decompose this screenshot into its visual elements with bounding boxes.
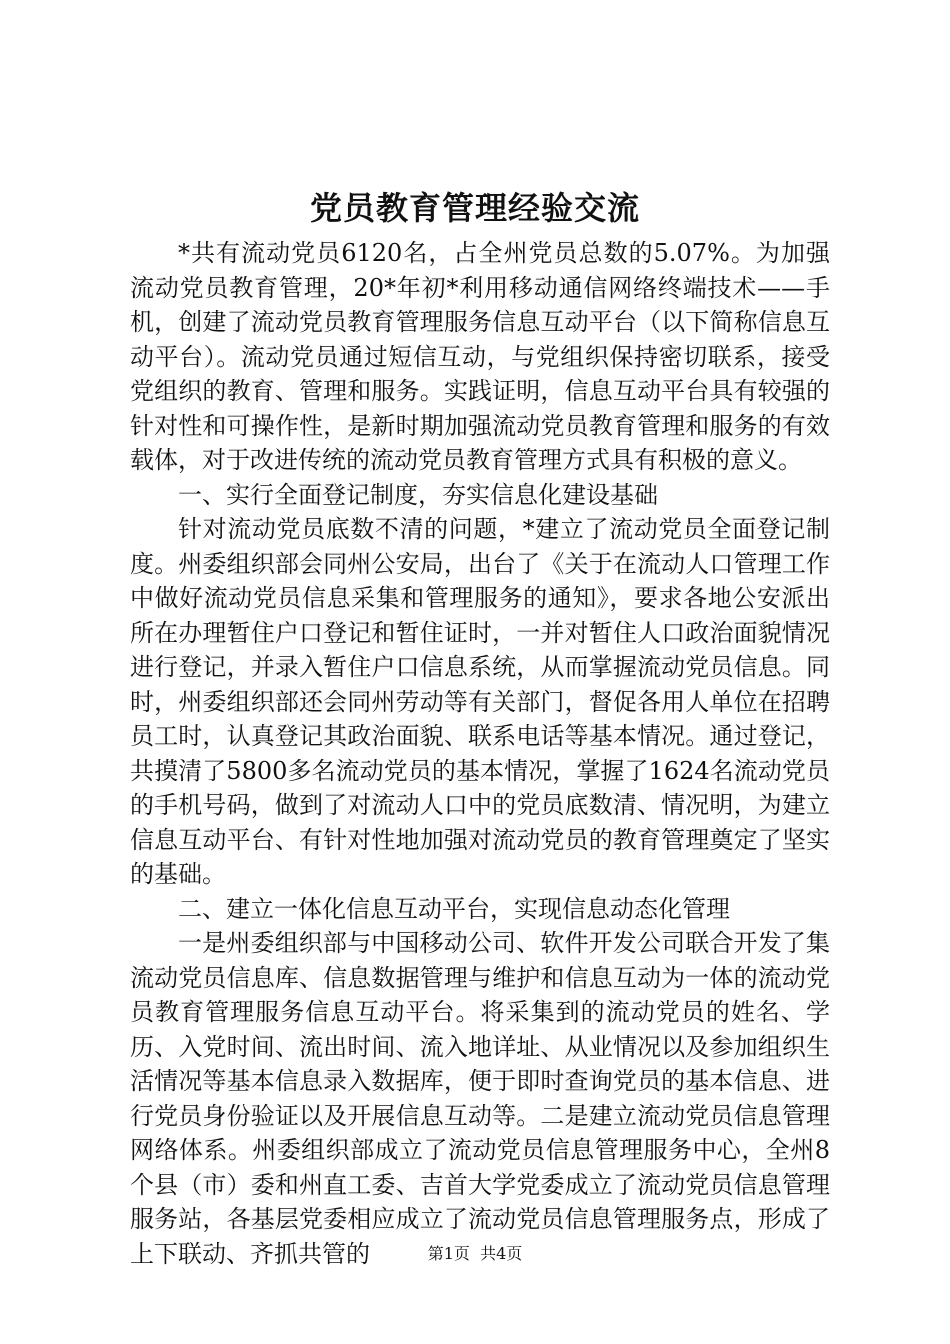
section-heading-2: 二、建立一体化信息互动平台，实现信息动态化管理 [178,894,730,923]
page-number: 第1页 [427,1244,470,1263]
section-heading-1: 一、实行全面登记制度，夯实信息化建设基础 [178,480,658,509]
page-total: 共4页 [480,1244,523,1263]
section-2-paragraph: 一是州委组织部与中国移动公司、软件开发公司联合开发了集流动党员信息库、信息数据管理与维护和信息互动为一体的流动党员教育管理服务信息互动平台。将采集到的流动党员的姓名、学历、入党时间、流出时间、流入地详址、从业情况以及参加组织生活情况等基本信息录入数据库，便于即时查询党员的基本信息、进行党员身份验证以及开展信息互动等。二是建立流动党员信息管理网络体系。州委组织部成立了流动党员信息管理服务中心，全州8个县（市）委和州直工委、吉首大学党委成立了流动党员信息管理服务站，各基层党委相应成立了流动党员信息管理服务点，形成了上下联动、齐抓共管的 [130,929,830,1268]
intro-paragraph: *共有流动党员6120名，占全州党员总数的5.07%。为加强流动党员教育管理，20*年初*利用移动通信网络终端技术——手机，创建了流动党员教育管理服务信息互动平台（以下简称信息互动平台）。流动党员通过短信互动，与党组织保持密切联系，接受党组织的教育、管理和服务。实践证明，信息互动平台具有较强的针对性和可操作性，是新时期加强流动党员教育管理和服务的有效载体，对于改进传统的流动党员教育管理方式具有积极的意义。 [130,239,830,474]
page-footer [0,1243,950,1265]
document-title: 党员教育管理经验交流 [309,189,640,227]
section-1-paragraph: 针对流动党员底数不清的问题，*建立了流动党员全面登记制度。州委组织部会同州公安局，出台了《关于在流动人口管理工作中做好流动党员信息采集和管理服务的通知》，要求各地公安派出所在办理暂住户口登记和暂住证时，一并对暂住人口政治面貌情况进行登记，并录入暂住户口信息系统，从而掌握流动党员信息。同时，州委组织部还会同州劳动等有关部门，督促各用人单位在招聘员工时，认真登记其政治面貌、联系电话等基本情况。通过登记，共摸清了5800多名流动党员的基本情况，掌握了1624名流动党员的手机号码，做到了对流动人口中的党员底数清、情况明，为建立信息互动平台、有针对性地加强对流动党员的教育管理奠定了坚实的基础。 [130,515,830,888]
document-body [130,236,830,1271]
